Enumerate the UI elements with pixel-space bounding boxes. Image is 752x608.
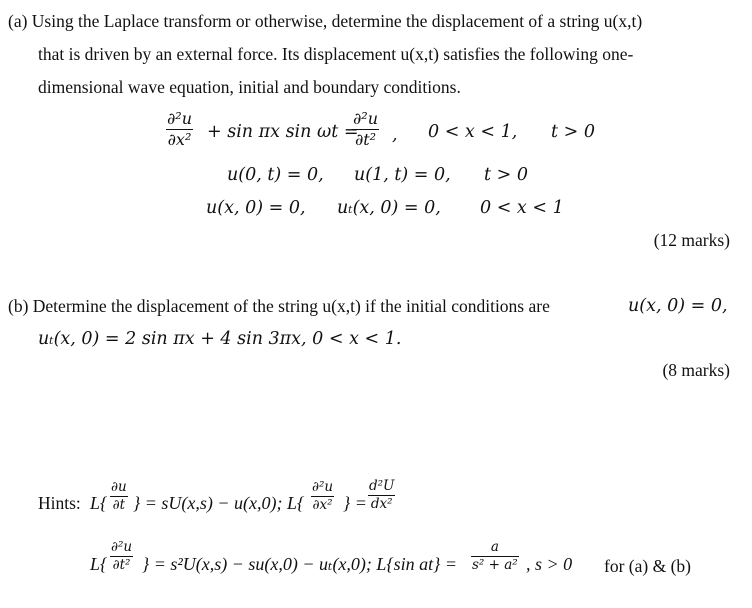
pde-lhs-numerator: ∂²u xyxy=(167,109,192,128)
pde-lhs-denominator: ∂x² xyxy=(167,130,192,149)
hint-1-laplace-open: L{ xyxy=(90,493,108,513)
part-a-line-3: dimensional wave equation, initial and boundary conditions. xyxy=(38,77,461,97)
pde-domain-x: 0 < x < 1, xyxy=(428,122,518,142)
part-b-initial-velocity: uₜ(x, 0) = 2 sin πx + 4 sin 3πx, 0 < x < 1. xyxy=(38,329,402,349)
hint-1-second-derivative-fraction xyxy=(311,480,334,513)
hints-label: Hints: xyxy=(38,493,81,513)
boundary-condition-left: u(0, t) = 0, xyxy=(227,165,324,185)
hint-2-sine-transform-fraction xyxy=(471,540,519,573)
hint-2-transform-text: } = s²U(x,s) − su(x,0) − uₜ(x,0); L{sin at} = xyxy=(142,554,457,574)
part-b-initial-displacement: u(x, 0) = 0, xyxy=(628,296,728,316)
pde-rhs-numerator: ∂²u xyxy=(353,109,378,128)
hint-1-fraction3-numerator: d²U xyxy=(369,478,395,494)
hint-2-fraction2-denominator: s² + a² xyxy=(472,557,518,573)
initial-condition-displacement: u(x, 0) = 0, xyxy=(206,198,306,218)
hint-2-fraction-numerator: ∂²u xyxy=(111,539,133,555)
hints-applies-to: for (a) & (b) xyxy=(604,556,691,576)
boundary-condition-right: u(1, t) = 0, xyxy=(354,165,451,185)
initial-condition-velocity: uₜ(x, 0) = 0, xyxy=(337,198,441,218)
part-b-line-1: (b) Determine the displacement of the string u(x,t) if the initial conditions are xyxy=(8,296,550,316)
hint-2-condition: , s > 0 xyxy=(526,554,573,574)
pde-lhs-fraction xyxy=(166,110,193,149)
hint-1-transform-text: } = sU(x,s) − u(x,0); L{ xyxy=(133,493,305,513)
hint-2-fraction-denominator: ∂t² xyxy=(112,557,131,573)
pde-rhs-fraction xyxy=(352,110,379,149)
hint-1-fraction2-numerator: ∂²u xyxy=(312,479,334,495)
hint-2-fraction2-numerator: a xyxy=(490,539,499,555)
part-b-marks: (8 marks) xyxy=(662,360,730,380)
hint-1-first-derivative-fraction xyxy=(110,480,128,513)
hint-1-ode-fraction xyxy=(368,479,395,512)
part-a-marks: (12 marks) xyxy=(653,230,730,250)
pde-comma: , xyxy=(392,125,398,145)
hint-1-fraction2-denominator: ∂x² xyxy=(312,497,333,513)
pde-forcing-term: + sin πx sin ωt = xyxy=(207,122,359,142)
initial-condition-x-domain: 0 < x < 1 xyxy=(480,198,564,218)
hint-2-second-time-derivative-fraction xyxy=(110,540,133,573)
boundary-condition-time-domain: t > 0 xyxy=(484,165,528,185)
hint-1-fraction-denominator: ∂t xyxy=(112,497,126,513)
hint-1-fraction3-denominator: dx² xyxy=(370,496,393,512)
part-a-line-2: that is driven by an external force. Its displacement u(x,t) satisfies the following one- xyxy=(38,44,634,64)
pde-domain-t: t > 0 xyxy=(551,122,595,142)
part-a-line-1: (a) Using the Laplace transform or otherwise, determine the displacement of a string u(x,t) xyxy=(8,11,643,31)
pde-rhs-denominator: ∂t² xyxy=(354,130,377,149)
hint-1-equals: } = xyxy=(343,493,367,513)
hint-2-laplace-open: L{ xyxy=(90,554,108,574)
hint-1-fraction-numerator: ∂u xyxy=(111,479,127,495)
